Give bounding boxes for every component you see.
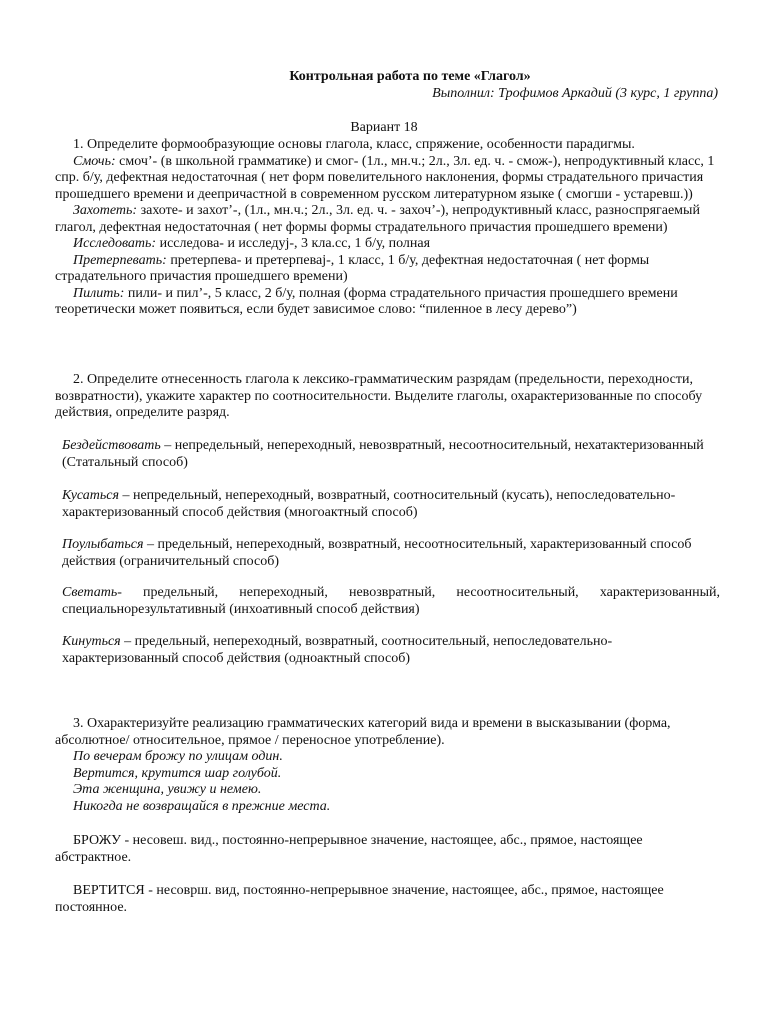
task2-item: Бездействовать – непредельный, непереходный, невозвратный, несоотносительный, нехатактеризованный (Статальный способ) <box>62 438 704 470</box>
task3-answer: БРОЖУ - несовеш. вид., постоянно-непрерывное значение, настоящее, абс., прямое, настоящее абстрактное. <box>55 833 643 865</box>
task1-item: Захотеть: захоте- и захот’-, (1л., мн.ч.; 2л., 3л. ед. ч. - захоч’-), непродуктивный класс, разноспрягаемый глагол, дефектная недостаточная ( нет формы формы страдательного причастия прошедшего времени) <box>55 203 700 235</box>
task2-item: Кинуться – предельный, непереходный, возвратный, соотносительный, непоследовательно-характеризованный способ действия (одноактный способ) <box>62 634 613 666</box>
task2-item: Поулыбаться – предельный, непереходный, возвратный, несоотносительный, характеризованный способ действия (ограничительный способ) <box>62 537 692 569</box>
task2-question: 2. Определите отнесенность глагола к лексико-грамматическим разрядам (предельности, переходности, возвратности), укажите характер по соотносительности. Выделите глаголы, охарактеризованные по способу действия, определите разряд. <box>55 372 703 420</box>
author-line: Выполнил: Трофимов Аркадий (3 курс, 1 группа) <box>432 86 718 101</box>
task1-item: Исследовать: исследова- и исследуj-, 3 кла.сс, 1 б/у, полная <box>73 236 431 251</box>
quote-line: Эта женщина, увижу и немею. <box>73 782 262 797</box>
task3-question: 3. Охарактеризуйте реализацию грамматических категорий вида и времени в высказывании (форма, абсолютное/ относительное, прямое / переносное употребление). <box>55 716 671 748</box>
task1-item: Смочь: смоч’- (в школьной грамматике) и смог- (1л., мн.ч.; 2л., 3л. ед. ч. - смож-), непродуктивный класс, 1 спр. б/у, дефектная недостаточная ( нет форм повелительного наклонения, формы страдательного причастия прошедшего времени и деепричастной в современном русском литературном языке ( смогши - устаревш.)) <box>55 153 715 202</box>
task3-section <box>55 716 720 815</box>
task2-item: Кусаться – непредельный, непереходный, возвратный, соотносительный (кусать), непоследовательно-характеризованный способ действия (многоактный способ) <box>62 488 676 520</box>
task1-item: Претерпевать: претерпева- и претерпеваj-, 1 класс, 1 б/у, дефектная недостаточная ( нет формы страдательного причастия прошедшего времени) <box>55 252 650 284</box>
quote-line: Никогда не возвращайся в прежние места. <box>73 798 331 814</box>
variant-label: Вариант 18 <box>350 120 418 135</box>
task1-section <box>55 137 720 319</box>
task1-question: 1. Определите формообразующие основы глагола, класс, спряжение, особенности парадигмы. <box>73 137 635 152</box>
task3-answer: ВЕРТИТСЯ - несоврш. вид, постоянно-непрерывное значение, настоящее, абс., прямое, настоящее постоянное. <box>55 883 664 915</box>
document-title: Контрольная работа по теме «Глагол» <box>289 69 531 84</box>
task3-lines <box>55 749 720 815</box>
quote-line: Вертится, крутится шар голубой. <box>73 765 282 781</box>
quote-line: По вечерам брожу по улицам один. <box>73 749 283 764</box>
task1-item: Пилить: пили- и пил’-, 5 класс, 2 б/у, полная (форма страдательного причастия прошедшего времени теоретически может появиться, если будет зависимое слово: “пиленное в лесу дерево”) <box>55 285 678 317</box>
task2-item: Светать- предельный, непереходный, невозвратный, несоотносительный, характеризованный, специальнорезультативный (инхоативный способ действия) <box>62 585 720 617</box>
